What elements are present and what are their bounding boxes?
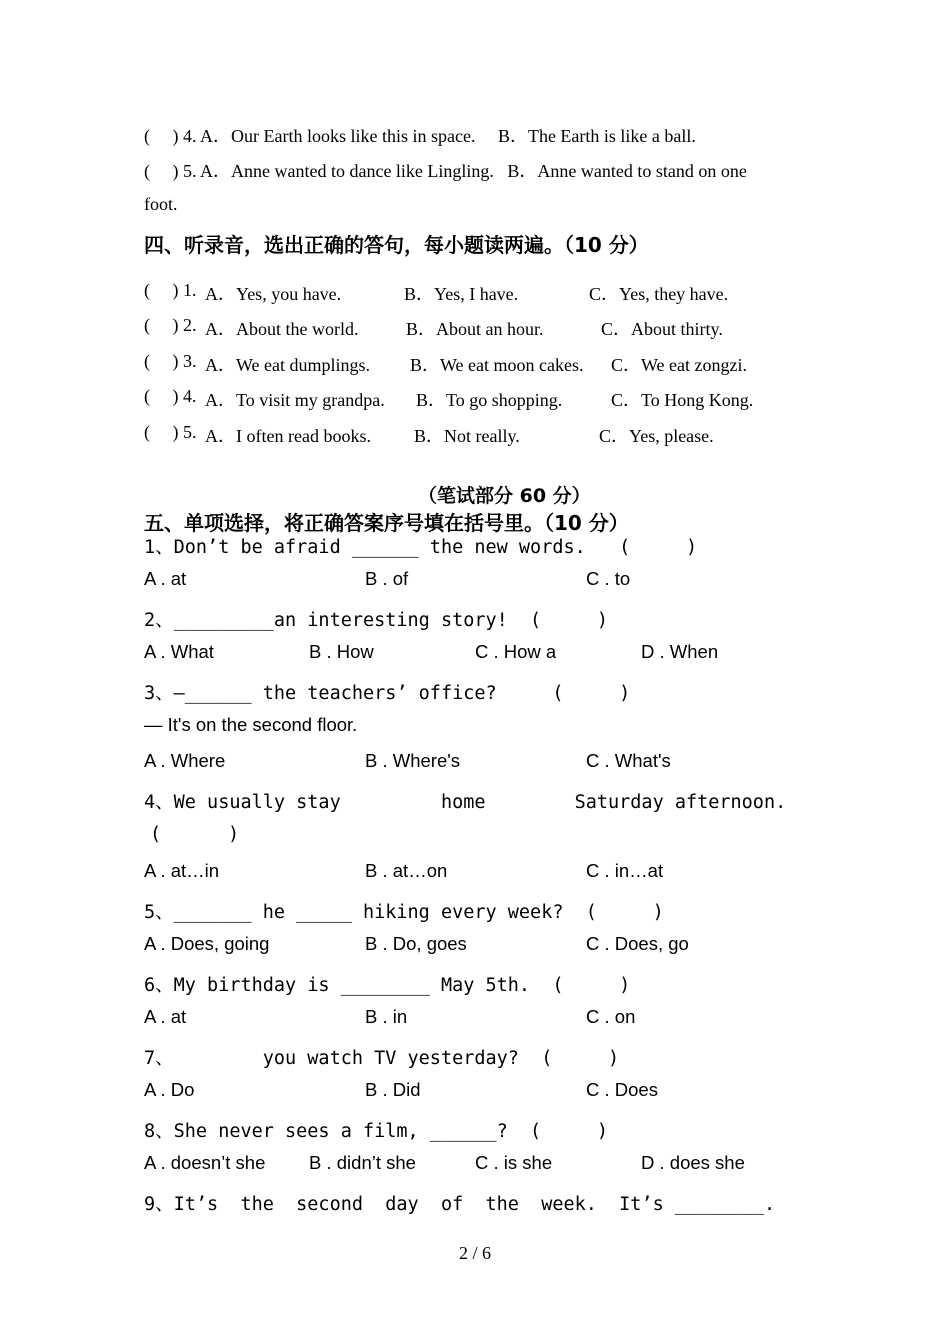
q1-option-c: C . to	[586, 568, 631, 589]
item-number: ( ) 4.	[144, 386, 197, 406]
option-b: B．About an hour.	[406, 319, 544, 339]
option-a: A．I often read books.	[205, 426, 371, 446]
q2-option-d: D . When	[641, 641, 719, 662]
question-5: 5、_______ he _____ hiking every week? ( )	[144, 902, 664, 923]
option-c: C．To Hong Kong.	[611, 390, 754, 410]
question-4-paren: ( )	[150, 824, 240, 845]
q2-option-a: A . What	[144, 641, 214, 662]
listening3-item-4: ( ) 4. A．Our Earth looks like this in space. B．The Earth is like a ball.	[144, 126, 696, 146]
q7-option-a: A . Do	[144, 1079, 195, 1100]
q6-option-b: B . in	[365, 1006, 408, 1027]
option-c: C．We eat zongzi.	[611, 355, 748, 375]
listening3-item-5-continued: foot.	[144, 194, 178, 214]
question-1: 1、Don’t be afraid ______ the new words. ( )	[144, 537, 698, 558]
q8-option-c: C . is she	[475, 1152, 553, 1173]
q4-option-b: B . at…on	[365, 860, 448, 881]
written-part-header: （笔试部分 60 分）	[418, 485, 591, 507]
q3-option-a: A . Where	[144, 750, 226, 771]
q8-option-d: D . does she	[641, 1152, 745, 1173]
option-b: B．To go shopping.	[416, 390, 563, 410]
question-3: 3、—______ the teachers’ office? ( )	[144, 683, 631, 704]
option-c: C．Yes, they have.	[589, 284, 729, 304]
q3-option-b: B . Where's	[365, 750, 461, 771]
option-a: A．To visit my grandpa.	[205, 390, 385, 410]
q7-option-b: B . Did	[365, 1079, 421, 1100]
q1-option-a: A . at	[144, 568, 187, 589]
option-b: B．We eat moon cakes.	[410, 355, 584, 375]
question-3-answer: — It's on the second floor.	[144, 714, 358, 735]
q4-option-c: C . in…at	[586, 860, 664, 881]
option-a: A．Yes, you have.	[205, 284, 342, 304]
q3-option-c: C . What's	[586, 750, 671, 771]
q5-option-b: B . Do, goes	[365, 933, 467, 954]
item-number: ( ) 3.	[144, 351, 197, 371]
page-number: 2 / 6	[458, 1243, 491, 1263]
q5-option-c: C . Does, go	[586, 933, 689, 954]
q4-option-a: A . at…in	[144, 860, 220, 881]
question-7: 7、 you watch TV yesterday? ( )	[144, 1048, 620, 1069]
listening3-item-5: ( ) 5. A．Anne wanted to dance like Lingling. B．Anne wanted to stand on one	[144, 161, 747, 181]
item-number: ( ) 2.	[144, 315, 197, 335]
q5-option-a: A . Does, going	[144, 933, 270, 954]
q2-option-c: C . How a	[475, 641, 557, 662]
item-number: ( ) 5.	[144, 422, 197, 442]
option-b: B．Not really.	[414, 426, 520, 446]
q8-option-b: B . didn’t she	[309, 1152, 416, 1173]
question-4: 4、We usually stay home Saturday afternoon.	[144, 792, 787, 813]
question-9: 9、It’s the second day of the week. It’s ________.	[144, 1194, 776, 1215]
item-number: ( ) 1.	[144, 280, 197, 300]
q8-option-a: A . doesn’t she	[144, 1152, 266, 1173]
option-b: B．Yes, I have.	[404, 284, 519, 304]
option-c: C．Yes, please.	[599, 426, 714, 446]
q7-option-c: C . Does	[586, 1079, 658, 1100]
option-a: A．About the world.	[205, 319, 359, 339]
q6-option-c: C . on	[586, 1006, 636, 1027]
q1-option-b: B . of	[365, 568, 409, 589]
section4-title: 四、听录音，选出正确的答句，每小题读两遍。（10 分）	[144, 233, 649, 257]
question-2: 2、_________an interesting story! ( )	[144, 610, 609, 631]
question-6: 6、My birthday is ________ May 5th. ( )	[144, 975, 631, 996]
question-8: 8、She never sees a film, ______? ( )	[144, 1121, 609, 1142]
option-c: C．About thirty.	[601, 319, 723, 339]
q2-option-b: B . How	[309, 641, 374, 662]
q6-option-a: A . at	[144, 1006, 187, 1027]
option-a: A．We eat dumplings.	[205, 355, 371, 375]
section5-title: 五、单项选择，将正确答案序号填在括号里。（10 分）	[144, 511, 629, 535]
